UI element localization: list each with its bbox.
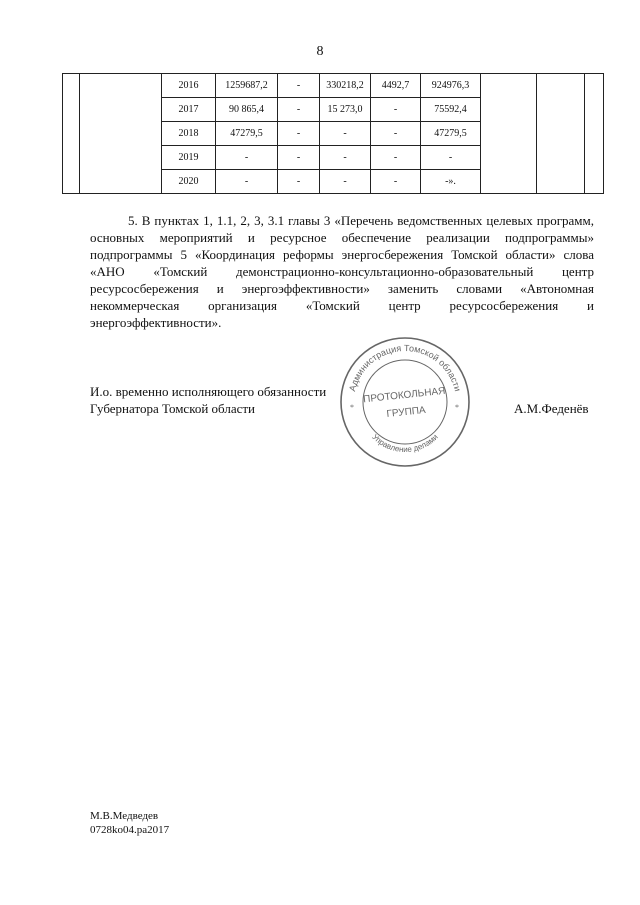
table-cell-year: 2020 xyxy=(162,170,216,194)
table-cell-total: 90 865,4 xyxy=(216,98,278,122)
table-cell-local: - xyxy=(371,170,421,194)
table-cell-other: -». xyxy=(421,170,481,194)
table-merged-cell xyxy=(585,74,604,194)
stamp-outer-text: Администрация Томской области xyxy=(347,342,463,393)
table-cell-regional: - xyxy=(320,170,371,194)
page-number: 8 xyxy=(316,44,324,59)
table-cell-total: 1259687,2 xyxy=(216,74,278,98)
table-cell-other: 75592,4 xyxy=(421,98,481,122)
table-cell-year: 2016 xyxy=(162,74,216,98)
table-cell-other: - xyxy=(421,146,481,170)
signer-title-line1: И.о. временно исполняющего обязанности xyxy=(90,384,327,399)
footer-file-code: 0728ko04.pa2017 xyxy=(90,824,170,836)
table-cell-federal: - xyxy=(278,98,320,122)
table-cell-year: 2017 xyxy=(162,98,216,122)
signer-name: А.М.Феденёв xyxy=(514,401,589,416)
table-merged-cell xyxy=(80,74,162,194)
stamp-bottom-text: Управление делами xyxy=(370,432,440,455)
table-cell-other: 47279,5 xyxy=(421,122,481,146)
table-cell-regional: 15 273,0 xyxy=(320,98,371,122)
table-cell-total: - xyxy=(216,170,278,194)
table-cell-total: 47279,5 xyxy=(216,122,278,146)
budget-table xyxy=(62,73,604,194)
table-cell-year: 2018 xyxy=(162,122,216,146)
table-cell-federal: - xyxy=(278,146,320,170)
table-merged-cell xyxy=(537,74,585,194)
signer-title xyxy=(90,383,326,417)
table-cell-local: - xyxy=(371,98,421,122)
footer xyxy=(90,809,169,837)
stamp-star-left: * xyxy=(350,403,354,412)
table-cell-federal: - xyxy=(278,74,320,98)
table-cell-regional: - xyxy=(320,146,371,170)
table-cell-local: - xyxy=(371,122,421,146)
table-cell-local: 4492,7 xyxy=(371,74,421,98)
paragraph-5: 5. В пунктах 1, 1.1, 2, 3, 3.1 главы 3 «Перечень ведомственных целевых программ, основных мероприятий и ресурсное обеспечение реализации подпрограммы» подпрограммы 5 «Координация реформы энергосбережения Томской области» слова «АНО «Томский демонстрационно-консультационно-образовательный центр ресурсосбережения и энергоэффективности» заменить словами «Автономная некоммерческая организация «Томский центр ресурсосбережения и энергоэффективности». xyxy=(90,213,594,330)
stamp-center-line1: ПРОТОКОЛЬНАЯ xyxy=(362,385,446,406)
table-row xyxy=(63,74,604,98)
table-cell-federal: - xyxy=(278,170,320,194)
table-cell-regional: 330218,2 xyxy=(320,74,371,98)
table-cell-local: - xyxy=(371,146,421,170)
table-cell-federal: - xyxy=(278,122,320,146)
table-cell-other: 924976,3 xyxy=(421,74,481,98)
footer-author: М.В.Медведев xyxy=(90,810,159,822)
signer-title-line2: Губернатора Томской области xyxy=(90,401,256,416)
stamp-center-line2: ГРУППА xyxy=(385,404,427,420)
table-merged-cell xyxy=(63,74,80,194)
table-cell-year: 2019 xyxy=(162,146,216,170)
table-merged-cell xyxy=(481,74,537,194)
table-cell-total: - xyxy=(216,146,278,170)
stamp-star-right: * xyxy=(455,403,459,412)
official-stamp xyxy=(338,335,472,469)
table-cell-regional: - xyxy=(320,122,371,146)
